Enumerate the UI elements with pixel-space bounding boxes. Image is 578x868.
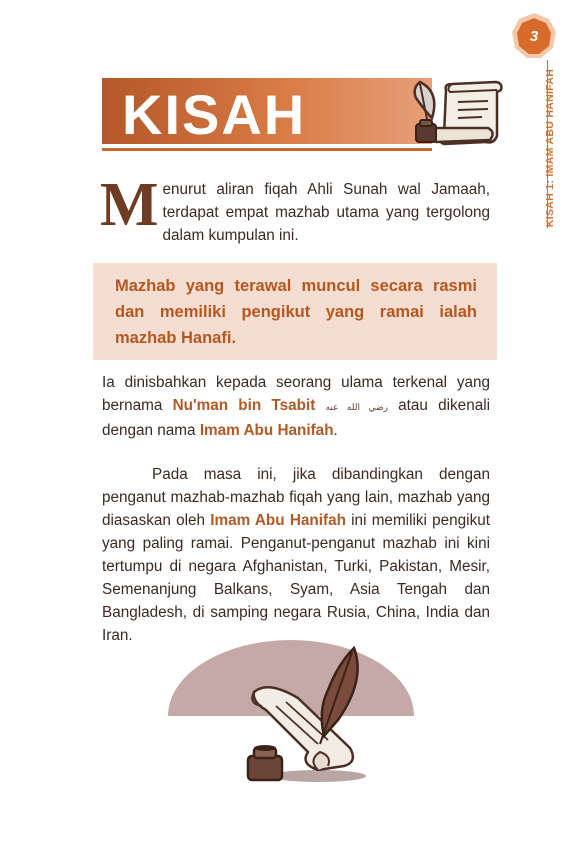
section-title: KISAH xyxy=(122,83,307,146)
section-banner xyxy=(102,78,506,150)
name-numan: Nu'man bin Tsabit xyxy=(172,397,316,414)
intro-text: enurut aliran fiqah Ahli Sunah wal Jamaah, terdapat empat mazhab utama yang tergolong dalam kumpulan ini. xyxy=(162,181,490,244)
name-abu-hanifah-2: Imam Abu Hanifah xyxy=(210,512,346,529)
chapter-side-title: KISAH 1: IMAM ABU HANIFAH xyxy=(544,68,556,228)
paragraph-3 xyxy=(102,463,490,647)
scroll-quill-icon xyxy=(402,78,506,150)
page-number-badge xyxy=(510,12,558,60)
name-abu-hanifah: Imam Abu Hanifah xyxy=(199,422,334,439)
paragraph-2 xyxy=(102,371,490,442)
para3-text-1: Pada masa ini, jika dibandingkan dengan penganut mazhab-mazhab fiqah yang lain, mazhab yang diasaskan oleh xyxy=(102,466,490,529)
page-number: 3 xyxy=(529,27,539,45)
highlight-box xyxy=(93,263,497,360)
para3-text-2: ini memiliki pengikut yang paling ramai. Penganut-penganut mazhab ini kini tertumpu di negara Afghanistan, Turki, Pakistan, Mesir, Semenanjung Balkans, Syam, Asia Tengah dan Bangladesh, di samping negara Rusia, China, India dan Iran. xyxy=(102,512,490,644)
highlight-text: Mazhab yang terawal muncul secara rasmi dan memiliki pengikut yang ramai ialah mazhab Hanafi. xyxy=(115,277,477,347)
scroll-inkwell-illustration xyxy=(168,640,414,790)
banner-underline xyxy=(102,148,432,151)
honorific-glyph: رضي الله عنه xyxy=(325,402,388,412)
para2-text-2: atau dikenali dengan nama xyxy=(102,397,491,439)
para2-text-3: . xyxy=(333,422,338,439)
para2-text-1: Ia dinisbahkan kepada seorang ulama terkenal yang bernama xyxy=(102,374,490,414)
intro-paragraph xyxy=(100,171,490,247)
drop-cap: M xyxy=(100,171,159,239)
